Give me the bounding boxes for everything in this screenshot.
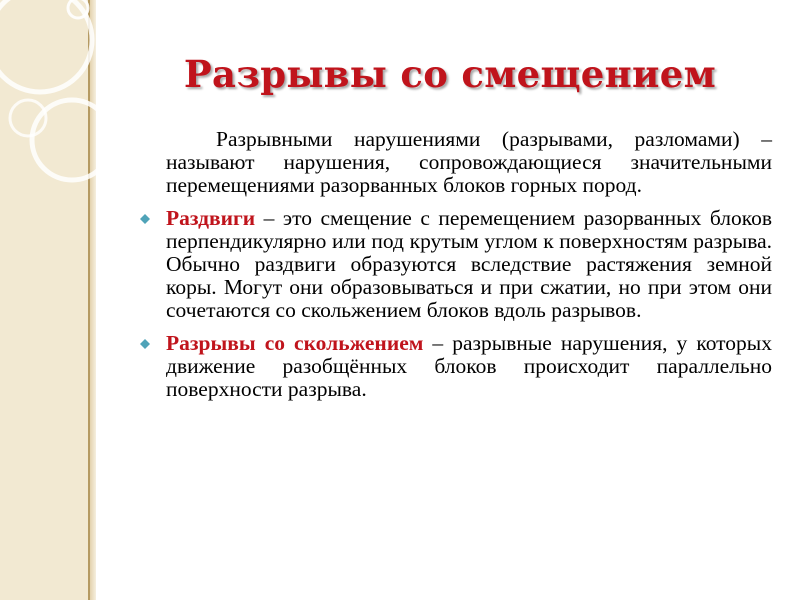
bullet-diamond-icon [140,214,150,224]
bullet-term: Раздвиги [166,206,256,231]
bullet-text: – разрывные нарушения, у которых движение разобщённых блоков происходит параллельно поверхности разрыва. [166,331,772,401]
slide-title: Разрывы со смещением [183,52,717,96]
bullet-diamond-icon [140,339,150,349]
bullet-text: – это смещение с перемещением разорванных блоков перпендикулярно или под крутым углом к поверхностям разрыва. Обычно раздвиги образуются вследствие растяжения земной коры. Могут они образовываться и при сжатии, но при этом они сочетаются со скольжением блоков вдоль разрывов. [166,206,772,322]
bullet-term: Разрывы со скольжением [166,331,424,356]
bullet-item-sliding-faults [140,332,772,400]
bullet-item-razdvigi [140,207,772,321]
deco-circle-medium [32,100,96,180]
intro-paragraph: Разрывными нарушениями (разрывами, разломами) – называют нарушения, сопровождающиеся значительными перемещениями разорванных блоков горных пород. [166,127,772,197]
decorative-circles [0,0,96,600]
slide-body [140,128,772,412]
deco-circle-large [0,0,92,92]
